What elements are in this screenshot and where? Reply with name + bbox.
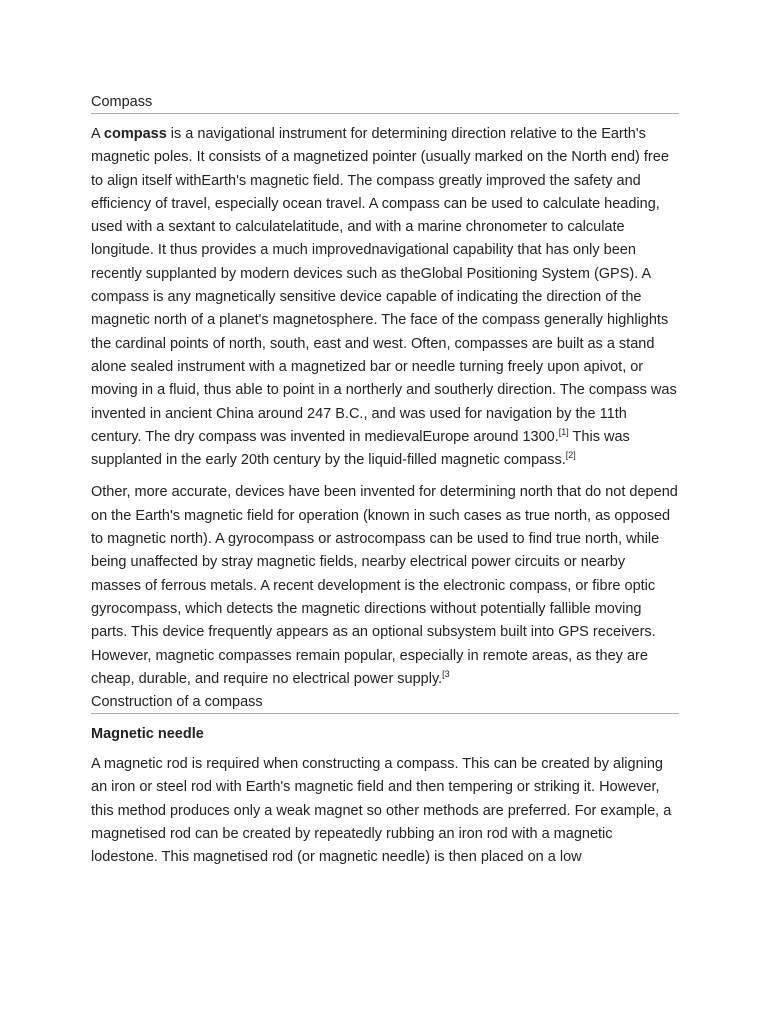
paragraph-compass-intro (91, 123, 679, 472)
intro-lead: A (91, 126, 104, 142)
reference-2-link[interactable]: [2] (565, 450, 576, 461)
subheading-magnetic-needle: Magnetic needle (91, 726, 204, 743)
section-heading-construction: Construction of a compass (91, 692, 679, 714)
section-heading-compass: Compass (91, 92, 679, 114)
intro-text-b: This was supplanted in the early 20th century by the liquid-filled magnetic compass. (91, 428, 630, 469)
other-devices-text: Other, more accurate, devices have been invented for determining north that do not depend on the Earth's magnetic field for operation (known in such cases as true north, as opposed to magnetic north). A gyrocompass or astrocompass can be used to find true north, while being unaffected by stray magnetic fields, nearby electrical power circuits or nearby masses of ferrous metals. A recent development is the electronic compass, or fibre optic gyrocompass, which detects the magnetic directions without potentially fallible moving parts. This device frequently appears as an optional subsystem built into GPS receivers. However, magnetic compasses remain popular, especially in remote areas, as they are cheap, durable, and require no electrical power supply. (91, 484, 678, 687)
intro-text-a: is a navigational instrument for determining direction relative to the Earth's magnetic poles. It consists of a magnetized pointer (usually marked on the North end) free to align itself withEarth's magnetic field. The compass greatly improved the safety and efficiency of travel, especially ocean travel. A compass can be used to calculate heading, used with a sextant to calculatelatitude, and with a marine chronometer to calculate longitude. It thus provides a much improvednavigational capability that has only been recently supplanted by modern devices such as theGlobal Positioning System (GPS). A compass is any magnetically sensitive device capable of indicating the direction of the magnetic north of a planet's magnetosphere. The face of the compass generally highlights the cardinal points of north, south, east and west. Often, compasses are built as a stand alone sealed instrument with a magnetized bar or needle turning freely upon apivot, or moving in a fluid, thus able to point in a northerly and southerly direction. The compass was invented in ancient China around 247 B.C., and was used for navigation by the 11th century. The dry compass was invented in medievalEurope around 1300. (91, 126, 677, 445)
reference-1-link[interactable]: [1] (558, 427, 569, 438)
term-compass: compass (103, 126, 167, 142)
reference-3-link[interactable]: [3 (442, 669, 450, 679)
paragraph-other-devices (91, 481, 679, 691)
document-page (91, 92, 679, 870)
paragraph-magnetic-rod: A magnetic rod is required when constructing a compass. This can be created by aligning an iron or steel rod with Earth's magnetic field and then tempering or striking it. However, this method produces only a weak magnet so other methods are preferred. For example, a magnetised rod can be created by repeatedly rubbing an iron rod with a magnetic lodestone. This magnetised rod (or magnetic needle) is then placed on a low (91, 756, 672, 866)
